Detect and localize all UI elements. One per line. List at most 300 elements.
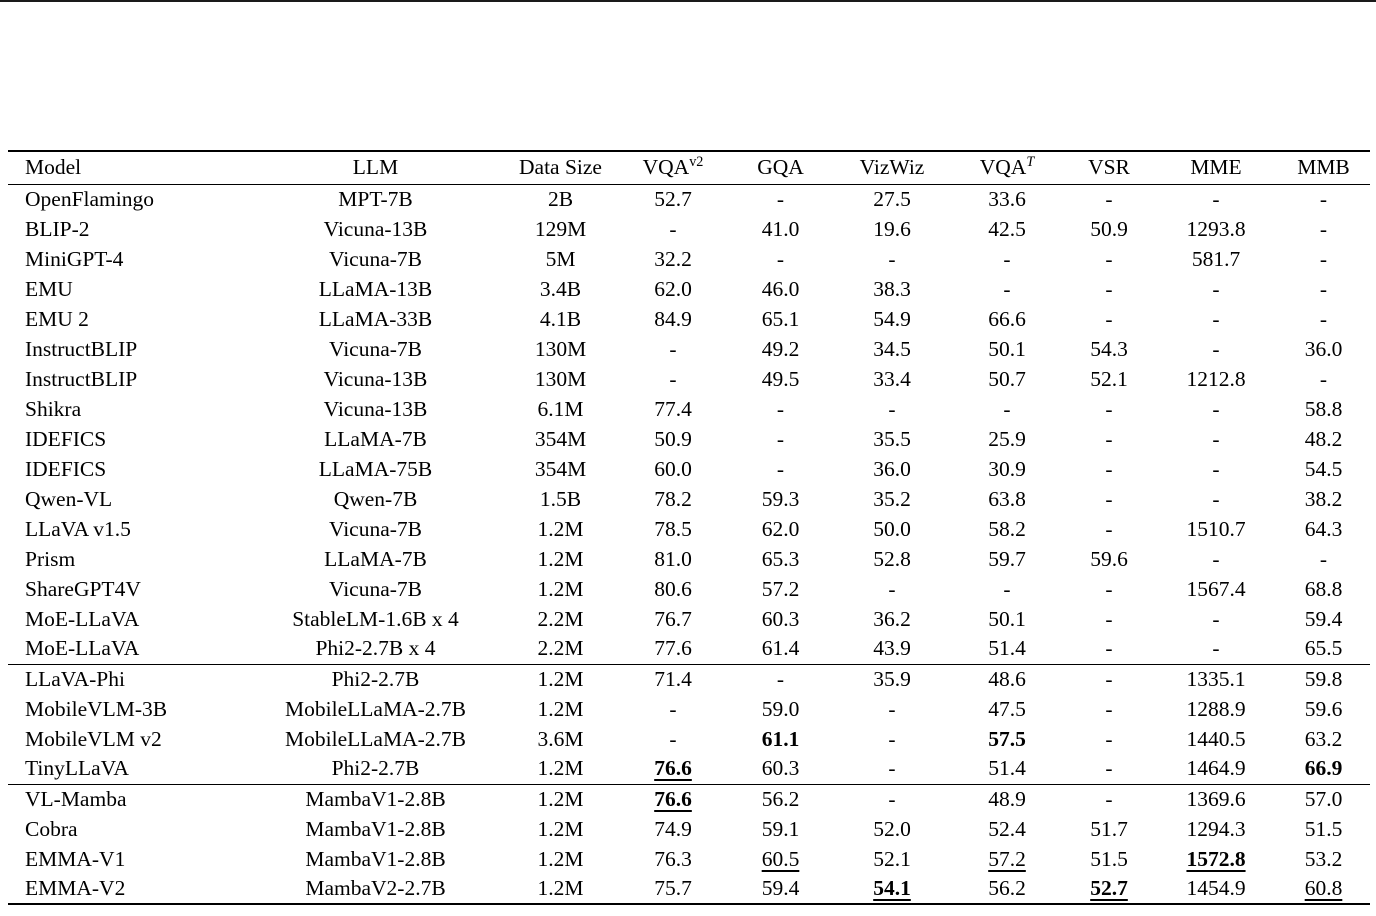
- score-cell: -: [669, 216, 677, 241]
- data-size-cell: 354M: [534, 426, 587, 451]
- llm-cell: Phi2-2.7B: [331, 756, 420, 781]
- score-cell: 57.0: [1304, 786, 1343, 811]
- llm-cell: Vicuna-7B: [328, 336, 423, 361]
- score-cell: 52.7: [654, 186, 692, 211]
- table-row: [8, 574, 1370, 604]
- page-top-rule: [0, 0, 1376, 2]
- score-cell: 66.6: [988, 306, 1026, 331]
- table-row: [8, 484, 1370, 514]
- score-cell: 1293.8: [1186, 216, 1246, 241]
- score-cell: -: [1105, 486, 1113, 511]
- col-header-llm: [248, 151, 503, 184]
- table-row: [8, 184, 1370, 214]
- score-cell: -: [1105, 786, 1113, 811]
- col-header-vqa-v2-sup: v2: [689, 154, 704, 171]
- data-size-cell: 130M: [534, 336, 587, 361]
- col-header-vqa-v2: [618, 151, 728, 184]
- score-cell: 33.4: [873, 366, 911, 391]
- model-cell: InstructBLIP: [25, 366, 138, 391]
- score-cell: 71.4: [654, 666, 692, 691]
- score-cell: -: [1105, 426, 1113, 451]
- data-size-cell: 130M: [534, 366, 587, 391]
- score-cell: -: [669, 726, 677, 751]
- score-cell: -: [776, 186, 785, 211]
- benchmark-results-table: [8, 150, 1370, 905]
- score-cell: 51.7: [1090, 816, 1128, 841]
- score-cell: -: [669, 366, 677, 391]
- col-header-vqa-t: [951, 151, 1063, 184]
- score-cell: 51.5: [1090, 846, 1128, 871]
- llm-cell: MambaV1-2.8B: [305, 816, 446, 841]
- score-cell: 1464.9: [1186, 756, 1246, 781]
- table-row: [8, 244, 1370, 274]
- data-size-cell: 1.2M: [537, 516, 584, 541]
- score-cell: 65.3: [761, 546, 800, 571]
- score-cell: -: [1212, 456, 1220, 481]
- table-row: [8, 664, 1370, 694]
- model-cell: LLaVA v1.5: [25, 516, 131, 541]
- score-cell: 59.6: [1090, 546, 1128, 571]
- table-row: [8, 274, 1370, 304]
- col-header-mme: [1155, 151, 1277, 184]
- score-cell: 53.2: [1304, 846, 1343, 871]
- score-cell: 52.0: [873, 816, 911, 841]
- data-size-cell: 1.5B: [539, 486, 582, 511]
- score-cell: -: [1105, 606, 1113, 631]
- llm-cell: LLaMA-13B: [318, 276, 433, 301]
- score-cell: -: [1212, 606, 1220, 631]
- score-cell: 51.4: [988, 636, 1026, 661]
- score-cell: 77.4: [654, 396, 692, 421]
- score-cell: 49.2: [761, 336, 800, 361]
- score-cell: 60.3: [761, 756, 800, 781]
- score-cell: -: [776, 426, 785, 451]
- score-cell: 36.0: [873, 456, 911, 481]
- score-cell: 63.2: [1304, 726, 1343, 751]
- score-cell: [1277, 754, 1370, 784]
- score-cell: [618, 784, 728, 814]
- col-header-vizwiz: [833, 151, 951, 184]
- model-cell: MobileVLM-3B: [25, 696, 168, 721]
- score-cell: -: [1212, 306, 1220, 331]
- model-cell: Shikra: [25, 396, 82, 421]
- model-cell: MoE-LLaVA: [25, 606, 140, 631]
- score-cell: 59.7: [988, 546, 1026, 571]
- model-cell: MobileVLM v2: [25, 726, 162, 751]
- model-cell: ShareGPT4V: [25, 576, 141, 601]
- score-cell: 35.2: [873, 486, 911, 511]
- score-cell: -: [1105, 756, 1113, 781]
- score-cell: -: [776, 666, 785, 691]
- score-cell: -: [1105, 396, 1113, 421]
- llm-cell: MambaV1-2.8B: [305, 846, 446, 871]
- score-cell: -: [1319, 246, 1328, 271]
- data-size-cell: 1.2M: [537, 846, 584, 871]
- table-row: [8, 214, 1370, 244]
- data-size-cell: 6.1M: [537, 396, 584, 421]
- score-cell: -: [1105, 666, 1113, 691]
- score-cell: 59.6: [1304, 696, 1343, 721]
- table-row: [8, 604, 1370, 634]
- score-cell: 58.8: [1304, 396, 1343, 421]
- model-cell: EMMA-V1: [25, 846, 126, 871]
- score-cell: -: [888, 246, 896, 271]
- table-header: [8, 151, 1370, 184]
- score-cell: 76.3: [654, 846, 692, 871]
- table-row: [8, 754, 1370, 784]
- llm-cell: StableLM-1.6B x 4: [292, 606, 459, 631]
- score-value: 54.1: [873, 876, 911, 900]
- score-cell: 54.5: [1304, 456, 1343, 481]
- table-row: [8, 394, 1370, 424]
- score-cell: 52.1: [1090, 366, 1128, 391]
- llm-cell: MPT-7B: [338, 186, 413, 211]
- llm-cell: Phi2-2.7B: [331, 666, 420, 691]
- table-row: [8, 634, 1370, 664]
- score-cell: -: [1319, 366, 1328, 391]
- score-cell: 1454.9: [1186, 876, 1246, 900]
- score-cell: -: [888, 576, 896, 601]
- llm-cell: Vicuna-13B: [323, 396, 428, 421]
- score-cell: -: [1105, 276, 1113, 301]
- score-value: 76.6: [654, 786, 692, 811]
- score-cell: 62.0: [654, 276, 692, 301]
- score-cell: -: [1212, 636, 1220, 661]
- score-cell: -: [888, 396, 896, 421]
- score-cell: 50.9: [1090, 216, 1128, 241]
- llm-cell: MobileLLaMA-2.7B: [285, 726, 466, 751]
- score-cell: 54.3: [1090, 336, 1128, 361]
- model-cell: Prism: [25, 546, 76, 571]
- score-cell: -: [1212, 486, 1220, 511]
- score-cell: 52.8: [873, 546, 911, 571]
- score-cell: 59.0: [761, 696, 800, 721]
- score-cell: 19.6: [873, 216, 911, 241]
- llm-cell: LLaMA-7B: [324, 426, 427, 451]
- score-cell: 51.4: [988, 756, 1026, 781]
- score-cell: 46.0: [761, 276, 800, 301]
- score-cell: 50.0: [873, 516, 911, 541]
- llm-cell: Vicuna-7B: [328, 576, 423, 601]
- score-cell: -: [1105, 636, 1113, 661]
- model-cell: OpenFlamingo: [25, 186, 154, 211]
- score-cell: [833, 874, 951, 904]
- score-cell: 38.2: [1304, 486, 1343, 511]
- score-cell: 36.2: [873, 606, 911, 631]
- data-size-cell: 354M: [534, 456, 587, 481]
- score-cell: -: [1319, 186, 1328, 211]
- score-cell: -: [1319, 276, 1328, 301]
- score-cell: 78.5: [654, 516, 692, 541]
- score-value: 57.2: [988, 846, 1026, 871]
- data-size-cell: 1.2M: [537, 876, 584, 900]
- llm-cell: LLaMA-75B: [318, 456, 433, 481]
- model-cell: MoE-LLaVA: [25, 636, 140, 661]
- score-cell: 30.9: [988, 456, 1026, 481]
- table-row: [8, 814, 1370, 844]
- score-cell: 1510.7: [1186, 516, 1246, 541]
- data-size-cell: 129M: [534, 216, 587, 241]
- table-row: [8, 334, 1370, 364]
- table-row: [8, 724, 1370, 754]
- llm-cell: LLaMA-7B: [324, 546, 427, 571]
- col-header-vqa-t-sup: T: [1026, 154, 1035, 171]
- score-value: 57.5: [988, 726, 1026, 751]
- table-row: [8, 454, 1370, 484]
- score-cell: [951, 724, 1063, 754]
- table-group-1: [8, 664, 1370, 784]
- score-value: 66.9: [1304, 756, 1343, 781]
- table-row: [8, 544, 1370, 574]
- score-cell: 59.3: [761, 486, 800, 511]
- llm-cell: MambaV1-2.8B: [305, 786, 446, 811]
- llm-cell: Vicuna-13B: [323, 366, 428, 391]
- score-cell: 50.1: [988, 336, 1026, 361]
- score-cell: 65.5: [1304, 636, 1343, 661]
- table-row: [8, 304, 1370, 334]
- score-cell: 50.7: [988, 366, 1026, 391]
- score-cell: 60.0: [654, 456, 692, 481]
- score-cell: -: [1319, 306, 1328, 331]
- data-size-cell: 5M: [545, 246, 576, 271]
- score-cell: 1369.6: [1186, 786, 1246, 811]
- table-row: [8, 364, 1370, 394]
- score-cell: 1567.4: [1186, 576, 1246, 601]
- llm-cell: Vicuna-7B: [328, 246, 423, 271]
- table-row: [8, 424, 1370, 454]
- model-cell: IDEFICS: [25, 456, 107, 481]
- col-header-vsr-label: VSR: [1088, 155, 1130, 180]
- score-cell: -: [1003, 396, 1011, 421]
- col-header-model: [8, 151, 248, 184]
- llm-cell: MobileLLaMA-2.7B: [285, 696, 466, 721]
- model-cell: MiniGPT-4: [25, 246, 124, 271]
- score-cell: -: [1105, 306, 1113, 331]
- col-header-gqa-label: GQA: [757, 155, 804, 180]
- score-cell: 50.9: [654, 426, 692, 451]
- col-header-gqa: [728, 151, 833, 184]
- data-size-cell: 1.2M: [537, 816, 584, 841]
- col-header-data-size: [503, 151, 618, 184]
- score-cell: 60.3: [761, 606, 800, 631]
- score-cell: -: [669, 696, 677, 721]
- table-row: [8, 514, 1370, 544]
- table-group-2: [8, 784, 1370, 904]
- score-cell: 78.2: [654, 486, 692, 511]
- score-cell: 74.9: [654, 816, 692, 841]
- score-cell: -: [1212, 546, 1220, 571]
- score-cell: 34.5: [873, 336, 911, 361]
- table-row: [8, 844, 1370, 874]
- score-cell: -: [1105, 516, 1113, 541]
- data-size-cell: 3.4B: [539, 276, 582, 301]
- score-cell: [728, 724, 833, 754]
- score-cell: [1277, 874, 1370, 904]
- score-cell: -: [1105, 576, 1113, 601]
- score-cell: -: [1212, 186, 1220, 211]
- score-cell: -: [776, 396, 785, 421]
- score-cell: 59.8: [1304, 666, 1343, 691]
- col-header-vizwiz-label: VizWiz: [859, 155, 925, 180]
- score-cell: 77.6: [654, 636, 692, 661]
- model-cell: EMU: [25, 276, 73, 301]
- score-cell: 43.9: [873, 636, 911, 661]
- score-cell: 32.2: [654, 246, 692, 271]
- llm-cell: MambaV2-2.7B: [305, 876, 446, 900]
- model-cell: IDEFICS: [25, 426, 107, 451]
- col-header-llm-label: LLM: [352, 155, 399, 180]
- score-cell: -: [1105, 456, 1113, 481]
- model-cell: Qwen-VL: [25, 486, 113, 511]
- score-cell: [618, 754, 728, 784]
- score-cell: -: [1319, 216, 1328, 241]
- table-group-0: [8, 184, 1370, 664]
- model-cell: EMU 2: [25, 306, 89, 331]
- score-value: 61.1: [761, 726, 800, 751]
- score-cell: 42.5: [988, 216, 1026, 241]
- data-size-cell: 1.2M: [537, 546, 584, 571]
- llm-cell: LLaMA-33B: [318, 306, 433, 331]
- score-cell: -: [1105, 726, 1113, 751]
- score-cell: -: [1105, 696, 1113, 721]
- score-cell: -: [1212, 426, 1220, 451]
- score-cell: 38.3: [873, 276, 911, 301]
- score-cell: 1288.9: [1186, 696, 1246, 721]
- score-cell: 581.7: [1191, 246, 1241, 271]
- col-header-mmb: [1277, 151, 1370, 184]
- score-cell: 59.1: [761, 816, 800, 841]
- model-cell: LLaVA-Phi: [25, 666, 125, 691]
- score-cell: -: [1105, 186, 1113, 211]
- score-cell: 48.9: [988, 786, 1026, 811]
- score-cell: -: [669, 336, 677, 361]
- model-cell: TinyLLaVA: [25, 756, 129, 781]
- score-cell: 35.5: [873, 426, 911, 451]
- data-size-cell: 1.2M: [537, 576, 584, 601]
- score-cell: 61.4: [761, 636, 800, 661]
- col-header-model-label: Model: [25, 155, 82, 180]
- col-header-vqa-v2-label: VQA: [642, 155, 690, 180]
- llm-cell: Vicuna-7B: [328, 516, 423, 541]
- score-cell: 80.6: [654, 576, 692, 601]
- score-cell: -: [888, 756, 896, 781]
- score-cell: 48.2: [1304, 426, 1343, 451]
- score-cell: 56.2: [988, 876, 1026, 900]
- data-size-cell: 2.2M: [537, 636, 584, 661]
- score-cell: 1440.5: [1186, 726, 1246, 751]
- score-cell: [728, 844, 833, 874]
- score-cell: -: [1003, 246, 1011, 271]
- data-size-cell: 1.2M: [537, 696, 584, 721]
- table-row: [8, 874, 1370, 904]
- score-cell: 52.4: [988, 816, 1026, 841]
- score-cell: -: [888, 696, 896, 721]
- score-cell: -: [1319, 546, 1328, 571]
- score-cell: 33.6: [988, 186, 1026, 211]
- score-cell: 50.1: [988, 606, 1026, 631]
- score-cell: 52.1: [873, 846, 911, 871]
- score-cell: 1294.3: [1186, 816, 1246, 841]
- score-cell: 59.4: [1304, 606, 1343, 631]
- score-cell: 25.9: [988, 426, 1026, 451]
- llm-cell: Qwen-7B: [333, 486, 418, 511]
- data-size-cell: 1.2M: [537, 666, 584, 691]
- score-cell: 1212.8: [1186, 366, 1246, 391]
- table-row: [8, 694, 1370, 724]
- score-cell: 84.9: [654, 306, 692, 331]
- score-cell: -: [888, 726, 896, 751]
- score-cell: 68.8: [1304, 576, 1343, 601]
- col-header-data-size-label: Data Size: [519, 155, 602, 180]
- col-header-mmb-label: MMB: [1297, 155, 1350, 180]
- llm-cell: Vicuna-13B: [323, 216, 428, 241]
- model-cell: VL-Mamba: [25, 786, 127, 811]
- score-cell: 47.5: [988, 696, 1026, 721]
- score-cell: 76.7: [654, 606, 692, 631]
- score-cell: -: [1212, 396, 1220, 421]
- score-cell: -: [776, 456, 785, 481]
- score-cell: 1335.1: [1186, 666, 1246, 691]
- score-cell: 27.5: [873, 186, 911, 211]
- score-cell: -: [1105, 246, 1113, 271]
- data-size-cell: 1.2M: [537, 756, 584, 781]
- score-cell: -: [1212, 336, 1220, 361]
- table-row: [8, 784, 1370, 814]
- score-cell: 41.0: [761, 216, 800, 241]
- score-cell: -: [1212, 276, 1220, 301]
- score-cell: 65.1: [761, 306, 800, 331]
- model-cell: EMMA-V2: [25, 876, 126, 900]
- data-size-cell: 2.2M: [537, 606, 584, 631]
- score-cell: 58.2: [988, 516, 1026, 541]
- col-header-vqa-t-label: VQA: [979, 155, 1027, 180]
- score-cell: 56.2: [761, 786, 800, 811]
- score-cell: 54.9: [873, 306, 911, 331]
- col-header-mme-label: MME: [1190, 155, 1242, 180]
- score-cell: -: [888, 786, 896, 811]
- data-size-cell: 3.6M: [537, 726, 584, 751]
- model-cell: Cobra: [25, 816, 78, 841]
- score-value: 52.7: [1090, 876, 1128, 900]
- data-size-cell: 1.2M: [537, 786, 584, 811]
- score-cell: 63.8: [988, 486, 1026, 511]
- model-cell: InstructBLIP: [25, 336, 138, 361]
- score-cell: 75.7: [654, 876, 692, 900]
- llm-cell: Phi2-2.7B x 4: [315, 636, 436, 661]
- col-header-vsr: [1063, 151, 1155, 184]
- score-value: 60.5: [761, 846, 800, 871]
- score-cell: [1155, 844, 1277, 874]
- score-cell: -: [1003, 276, 1011, 301]
- score-cell: 57.2: [761, 576, 800, 601]
- score-cell: 48.6: [988, 666, 1026, 691]
- score-cell: 51.5: [1304, 816, 1343, 841]
- score-value: 60.8: [1304, 876, 1343, 900]
- data-size-cell: 2B: [547, 186, 574, 211]
- score-cell: 49.5: [761, 366, 800, 391]
- score-value: 1572.8: [1186, 846, 1246, 871]
- score-cell: 81.0: [654, 546, 692, 571]
- header-row: [8, 151, 1370, 184]
- score-cell: 64.3: [1304, 516, 1343, 541]
- score-cell: 62.0: [761, 516, 800, 541]
- score-cell: -: [1003, 576, 1011, 601]
- score-cell: [951, 844, 1063, 874]
- score-cell: 59.4: [761, 876, 800, 900]
- score-cell: -: [776, 246, 785, 271]
- model-cell: BLIP-2: [25, 216, 90, 241]
- score-value: 76.6: [654, 756, 692, 781]
